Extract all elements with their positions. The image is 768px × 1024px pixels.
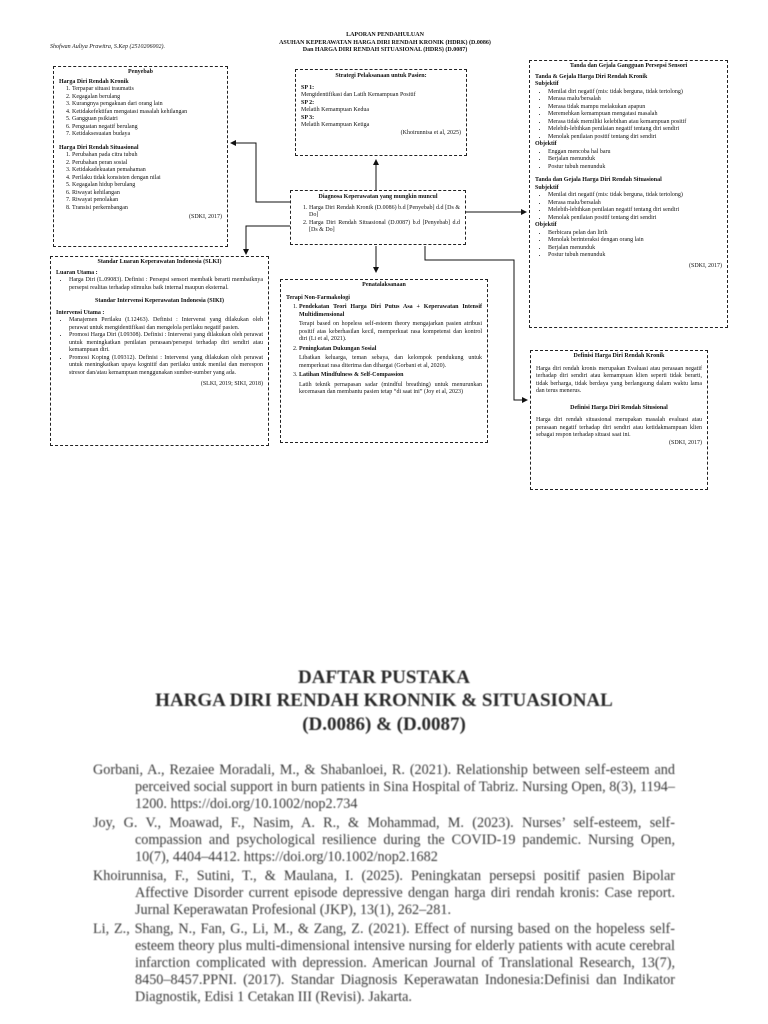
- siki-title: Standar Intervensi Keperawatan Indonesia (SIKI): [95, 298, 224, 304]
- luaran-label: Luaran Utama :: [56, 269, 98, 276]
- list-item: 3. Ketidakadekuatan pemahaman: [72, 167, 222, 175]
- slki-title: Standar Luaran Keperawatan Indonesia (SLKI): [97, 259, 222, 265]
- sp2-label: SP 2:: [301, 99, 315, 106]
- item-text: Latih teknik pernapasan sadar (mindful breathing) untuk menurunkan kecemasan dan membantu pasien tetap “di saat ini” (Joy et al, 2023): [299, 381, 482, 395]
- list-item: [299, 372, 482, 397]
- list-item: • Postur tubuh menunduk: [548, 164, 722, 172]
- list-item: 2. Harga Diri Rendah Situasional (D.0087) b.d [Penyebab] d.d [Ds & Do]: [309, 220, 460, 235]
- pustaka-title-2: HARGA DIRI RENDAH KRONNIK & SITUASIONAL: [155, 690, 613, 711]
- pustaka-title-1: DAFTAR PUSTAKA: [298, 667, 470, 688]
- list-item: 4. Ketidakefektifan mengatasi masalah kehilangan: [72, 109, 222, 117]
- list-item: 6. Penguatan negatif berulang: [72, 124, 222, 132]
- list-item: • Menolak penilaian positif tentang diri sendiri: [548, 134, 722, 142]
- tanda-title: Tanda dan Gejala Gangguan Persepsi Sensori: [569, 63, 688, 69]
- kronik-objektif-list: [535, 149, 722, 172]
- tanda-gejala-box: [529, 60, 728, 328]
- penyebab-kronik-list: [59, 86, 222, 139]
- kronik-subjektif-label: Subjektif: [535, 81, 559, 87]
- situasional-objektif-label: Objektif: [535, 222, 557, 228]
- tanda-kronik-title: Tanda & Gejala Harga Diri Rendah Kronik: [535, 73, 648, 80]
- list-item: • Berjalan menunduk: [548, 245, 722, 253]
- item-text: Libatkan keluarga, teman sebaya, dan kelompok pendukung untuk memperkuat rasa diterima dan dihargai (Gorbani et al, 2020).: [299, 355, 482, 369]
- list-item: 5. Gangguan psikiatri: [72, 116, 222, 124]
- sp1-label: SP 1:: [301, 84, 315, 91]
- list-item: • Enggan mencoba hal baru: [548, 149, 722, 157]
- header-title-3: Dan HARGA DIRI RENDAH SITUASIONAL (HDRS) (D.0087): [302, 47, 468, 53]
- list-item: 6. Riwayat kehilangan: [72, 190, 222, 198]
- luaran-list: [56, 277, 263, 292]
- list-item: 4. Perilaku tidak konsisten dengan nilai: [72, 175, 222, 183]
- strategi-box: [295, 69, 467, 156]
- list-item: • Melebih-lebihkan penilaian negatif tentang diri sendiri: [548, 207, 722, 215]
- reference-item: Li, Z., Shang, N., Fan, G., Li, M., & Zang, Z. (2021). Effect of nursing based on the hopeless self-esteem theory plus multi-dimensional intensive nursing for elderly patients with acute cerebral infarction complicated with depression. American Journal of Translational Research, 13(7), 8450–8457.PPNI. (2017). Standar Diagnosis Keperawatan Indonesia:Definisi dan Indikator Diagnostik, Edisi 1 Cetakan III (Revisi). Jakarta.: [93, 921, 675, 1005]
- penyebab-situasional-title: Harga Diri Rendah Situasional: [59, 144, 139, 151]
- list-item: • Promosi Harga Diri (I.09308). Definisi : Intervensi yang dilakukan oleh perawat untuk meningkatkan penilaian perasaan/persepsi terhadap diri sendiri atau kemampuan diri.: [69, 332, 263, 355]
- sp2-text: Melatih Kemampuan Kedua: [301, 107, 369, 113]
- list-item: • Merasa tidak memiliki kelebihan atau kemampuan positif: [548, 119, 722, 127]
- list-item: [299, 346, 482, 371]
- author-line: Shofwan Auliya Prawitra, S.Kep (2510206002).: [50, 44, 166, 50]
- reference-item: Khoirunnisa, F., Sutini, T., & Maulana, I. (2025). Peningkatan persepsi positif pasien Bipolar Affective Disorder current episode depressive dengan harga diri rendah kronis: Case report. Jurnal Keperawatan Profesional (JKP), 13(1), 262–281.: [93, 868, 675, 918]
- item-text: Terapi based on hopeless self-esteem theory mengajarkan pasien atribusi positif atas keberhasilan kecil, memperkuat rasa kompetensi dan kontrol diri (Li et al, 2021).: [299, 321, 482, 342]
- list-item: • Menilai diri negatif (mis: tidak berguna, tidak tertolong): [548, 192, 722, 200]
- pustaka-title-3: (D.0086) & (D.0087): [302, 714, 466, 735]
- penyebab-situasional-list: [59, 152, 222, 212]
- definisi-box: [530, 350, 708, 490]
- header-title-2: ASUHAN KEPERAWATAN HARGA DIRI RENDAH KRONIK (HDRK) (D.0086): [279, 39, 491, 46]
- item-title: 3. Latihan Mindfulness & Self-Compassion: [299, 372, 404, 378]
- reference-item: Gorbani, A., Rezaiee Moradali, M., & Shabanloei, R. (2021). Relationship between self-esteem and perceived social support in burn patients in Sina Hospital of Tabriz. Nursing Open, 8(3), 1194–1200. https://doi.org/10.1002/nop2.734: [93, 762, 675, 812]
- diagnosa-title: Diagnosa Keperawatan yang mungkin muncul: [318, 194, 438, 200]
- list-item: 2. Kegagalan berulang: [72, 94, 222, 102]
- list-item: • Merasa malu/bersalah: [548, 200, 722, 208]
- list-item: 3. Kurangnya pengakuan dari orang lain: [72, 101, 222, 109]
- situasional-objektif-list: [535, 230, 722, 260]
- list-item: 1. Terpapar situasi traumatis: [72, 86, 222, 94]
- list-item: 8. Transisi perkembangan: [72, 205, 222, 213]
- list-item: • Melebih-lebihkan penilaian negatif tentang diri sendiri: [548, 126, 722, 134]
- list-item: • Merasa tidak mampu melakukan apapun: [548, 104, 722, 112]
- penyebab-cite: (SDKI, 2017): [189, 214, 222, 220]
- list-item: • Postur tubuh menunduk: [548, 252, 722, 260]
- list-item: 5. Kegagalan hidup berulang: [72, 182, 222, 190]
- intervensi-label: Intervensi Utama :: [56, 309, 105, 316]
- list-item: 7. Riwayat penolakan: [72, 197, 222, 205]
- sp1-text: Mengidentifikasi dan Latih Kemampuan Positif: [301, 92, 416, 98]
- strategi-title: Strategi Pelaksanaan untuk Pasien:: [335, 73, 427, 79]
- list-item: 2. Perubahan peran sosial: [72, 160, 222, 168]
- tanda-cite: (SDKI, 2017): [689, 262, 722, 269]
- header-title-1: LAPORAN PENDAHULUAN: [346, 32, 424, 38]
- list-item: • Menolak penilaian positif tentang diri sendiri: [548, 215, 722, 223]
- situasional-subjektif-list: [535, 192, 722, 222]
- definisi-kronik-title: Definisi Harga Diri Rendah Kronik: [573, 353, 665, 359]
- list-item: • Manajemen Perilaku (I.12463). Definisi : Intervensi yang dilakukan oleh perawat untuk mengidentifikasi dan mengelola perilaku negatif pasien.: [69, 317, 263, 332]
- list-item: • Menolak berinteraksi dengan orang lain: [548, 237, 722, 245]
- arrow-to-slki: [246, 226, 290, 254]
- list-item: • Berbicara pelan dan lirih: [548, 230, 722, 238]
- situasional-subjektif-label: Subjektif: [535, 184, 559, 191]
- list-item: [299, 304, 482, 344]
- list-item: 1. Perubahan pada citra tubuh: [72, 152, 222, 160]
- penyebab-box: [53, 66, 228, 247]
- list-item: • Merasa malu/bersalah: [548, 96, 722, 104]
- arrow-to-penyebab: [231, 143, 290, 202]
- definisi-situasional-text: Harga diri rendah situasional merupakan masalah evaluasi atau perasaan negatif terhadap diri sendiri atau ketidakmampuan klien sebagai respon terhadap situasi saat ini.: [536, 417, 702, 438]
- reference-item: Joy, G. V., Moawad, F., Nasim, A. R., & Mohammad, M. (2023). Nurses’ self-esteem, self-compassion and psychological resilience during the COVID-19 pandemic. Nursing Open, 10(7), 4404–4412. https://doi.org/10.1002/nop2.1682: [93, 815, 675, 865]
- slki-siki-box: [50, 256, 269, 446]
- kronik-objektif-label: Objektif: [535, 141, 557, 147]
- list-item: 1. Harga Diri Rendah Kronik (D.0086) b.d [Penyebab] d.d [Ds & Do]: [309, 205, 460, 220]
- penyebab-title: Penyebab: [127, 69, 153, 75]
- list-item: • Meremehkan kemampuan mengatasi masalah: [548, 111, 722, 119]
- penatalaksanaan-box: [280, 279, 488, 443]
- intervensi-list: [56, 317, 263, 377]
- penatalaksanaan-subtitle: Terapi Non-Farmakologi: [286, 294, 350, 301]
- list-item: • Harga Diri (L.09083). Definisi : Persepsi sensori membaik berarti membaiknya persepsi realitas terhadap stimulus baik internal maupun eksternal.: [69, 277, 263, 292]
- strategi-cite: (Khoirunnisa et al, 2025): [400, 129, 461, 136]
- reference-list: [93, 762, 675, 1008]
- tanda-situasional-title: Tanda dan Gejala Harga Diri Rendah Situasional: [535, 177, 662, 183]
- definisi-situasional-title: Definisi Harga Diri Rendah Situsional: [570, 404, 668, 411]
- sp3-text: Melatih Kemampuan Ketiga: [301, 122, 370, 128]
- item-title: 2. Peningkatan Dukungan Sosial: [299, 345, 377, 352]
- diagnosa-list: [296, 205, 460, 235]
- list-item: • Promosi Koping (I.09312). Definisi : Intervensi yang dilakukan oleh perawat untuk meningkatkan upaya kognitif dan perilaku untuk menilai dan merespon stresor dan/atau kemampuan menggunakan sumber-sumber yang ada.: [69, 355, 263, 378]
- kronik-subjektif-list: [535, 89, 722, 142]
- item-title: 1. Pendekatan Teori Harga Diri Putus Asa + Keperawatan Intensif Multidimensional: [299, 304, 482, 318]
- sp3-label: SP 3:: [301, 114, 315, 121]
- definisi-cite: (SDKI, 2017): [669, 439, 702, 446]
- list-item: • Menilai diri negatif (mis: tidak berguna, tidak tertolong): [548, 89, 722, 97]
- penatalaksanaan-title: Penatalaksanaan: [362, 282, 406, 288]
- list-item: 7. Ketidaksesuaian budaya: [72, 131, 222, 139]
- list-item: • Berjalan menunduk: [548, 156, 722, 164]
- penatalaksanaan-list: [286, 304, 482, 397]
- definisi-kronik-text: Harga diri rendah kronis merupakan Evaluasi atau perasaan negatif terhadap diri sendiri atau kemampuan klien seperti tidak berarti, tidak berharga, tidak berdaya yang berlangsung dalam waktu lama dan terus menerus.: [536, 365, 702, 394]
- penyebab-kronik-title: Harga Diri Rendah Kronik: [59, 78, 129, 85]
- diagnosa-box: [290, 190, 466, 245]
- slki-cite: (SLKI, 2019; SIKI, 2018): [200, 381, 263, 387]
